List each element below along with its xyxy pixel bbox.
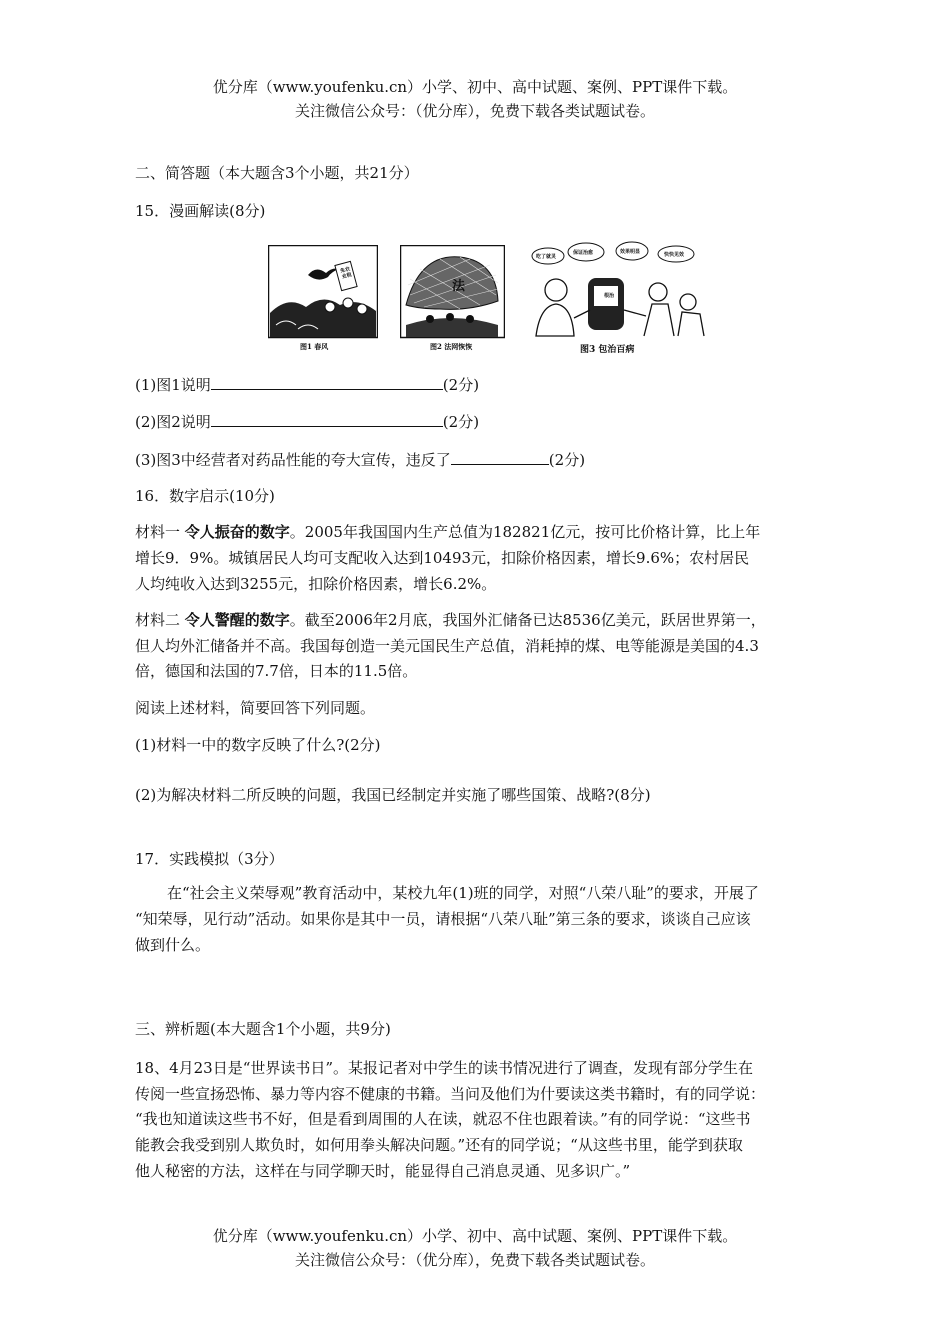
- q15-sub-3-points: (2分): [548, 451, 586, 469]
- q18-line-5: 他人秘密的方法，这样在与同学聊天时，能显得自己消息灵通、见多识广。”: [135, 1162, 631, 1180]
- figure-3-bubble-5: 快快见效: [664, 252, 685, 258]
- cartoon-figure-3: [518, 240, 710, 357]
- q15-sub-1: [135, 374, 479, 395]
- figure-2-net-label: 法: [452, 279, 466, 294]
- q18-line-4: 能教会我受到别人欺负时，如何用拳头解决问题。”还有的同学说；“从这些书里，能学到获取: [135, 1136, 743, 1154]
- legal-net-cartoon-icon: [400, 245, 505, 357]
- q15-sub-2-answer-blank[interactable]: [211, 411, 443, 427]
- q16-instruction: 阅读上述材料，简要回答下列同题。: [135, 699, 376, 717]
- q15-sub-3-prefix: (3)图3中经营者对药品性能的夸大宣传，违反了: [135, 451, 451, 469]
- q15-sub-2-points: (2分): [442, 413, 480, 431]
- q15-sub-1-answer-blank[interactable]: [211, 374, 443, 390]
- q16-sub-2: (2)为解决材料二所反映的问题，我国已经制定并实施了哪些国策、战略?(8分): [135, 786, 651, 804]
- header-line-1: 优分库（www.youfenku.cn）小学、初中、高中试题、案例、PPT课件下载。: [212, 78, 738, 96]
- q16-sub-1: (1)材料一中的数字反映了什么?(2分): [135, 736, 381, 754]
- section-3-title: 三、辨析题(本大题含1个小题，共9分): [135, 1020, 391, 1038]
- q16-material-1-line-2: 增长9．9%。城镇居民人均可支配收入达到10493元，扣除价格因素，增长9.6%；农村居民: [135, 549, 750, 567]
- cartoon-figure-1: [268, 245, 378, 357]
- q17-line-2: “知荣辱，见行动”活动。如果你是其中一员，请根据“八荣八耻”第三条的要求，谈谈自己应该: [135, 910, 751, 928]
- figure-3-bubble-2: 保证治愈: [573, 250, 594, 256]
- figure-3-bubble-1: 吃了就灵: [536, 254, 557, 260]
- figure-2-caption: 图2 法网恢恢: [430, 342, 473, 351]
- cartoon-figure-2: [400, 245, 505, 357]
- q16-material-1-line-3: 人均纯收入达到3255元，扣除价格因素，增长6.2%。: [135, 575, 497, 593]
- section-2-title: 二、简答题（本大题含3个小题，共21分）: [135, 164, 419, 182]
- q15-sub-2: [135, 411, 479, 432]
- q15-sub-1-prefix: (1)图1说明: [135, 376, 211, 394]
- q16-material-1-line-1: [135, 522, 760, 542]
- spring-breeze-cartoon-icon: [268, 245, 378, 357]
- figure-1-sign-text: 免农业税: [339, 266, 353, 281]
- figure-3-caption: 图3 包治百病: [580, 345, 635, 355]
- q18-line-2: 传阅一些宣扬恐怖、暴力等内容不健康的书籍。当问及他们为什要读这类书籍时，有的同学说：: [135, 1085, 766, 1103]
- q15-sub-3-answer-blank[interactable]: [451, 449, 549, 465]
- q18-line-1: 18、4月23日是“世界读书日”。某报记者对中学生的读书情况进行了调查，发现有部分学生在: [135, 1059, 754, 1077]
- q16-title: 16．数字启示(10分): [135, 487, 275, 505]
- q17-line-1: 在“社会主义荣辱观”教育活动中，某校九年(1)班的同学，对照“八荣八耻”的要求，开展了: [167, 884, 759, 902]
- q16-material-2-text: 。截至2006年2月底，我国外汇储备已达8536亿美元，跃居世界第一，: [289, 611, 766, 629]
- q15-sub-3: [135, 449, 585, 470]
- q15-sub-1-points: (2分): [442, 376, 480, 394]
- footer-line-2: 关注微信公众号：（优分库），免费下载各类试题试卷。: [294, 1251, 655, 1269]
- q18-line-3: “我也知道读这些书不好，但是看到周围的人在读，就忍不住也跟着读。”有的同学说：“这些书: [135, 1110, 751, 1128]
- q16-material-2-line-1: [135, 610, 766, 630]
- q16-material-1-heading: 令人振奋的数字: [184, 523, 290, 541]
- q16-material-1-label: 材料一: [135, 523, 185, 541]
- q17-line-3: 做到什么。: [135, 936, 211, 954]
- q16-material-2-line-3: 倍，德国和法国的7.7倍，日本的11.5倍。: [135, 662, 418, 680]
- q16-material-2-label: 材料二: [135, 611, 185, 629]
- figure-1-caption: 图1 春风: [300, 342, 329, 351]
- q16-material-1-text: 。2005年我国国内生产总值为182821亿元，按可比价格计算，比上年: [289, 523, 761, 541]
- q15-title: 15．漫画解读(8分): [135, 202, 266, 220]
- footer-line-1: 优分库（www.youfenku.cn）小学、初中、高中试题、案例、PPT课件下载。: [212, 1227, 738, 1245]
- figure-3-bubble-4: 根治: [604, 293, 615, 299]
- q17-title: 17．实践模拟（3分）: [135, 850, 284, 868]
- header-line-2: 关注微信公众号：（优分库），免费下载各类试题试卷。: [294, 102, 655, 120]
- q15-sub-2-prefix: (2)图2说明: [135, 413, 211, 431]
- q16-material-2-heading: 令人警醒的数字: [184, 611, 290, 629]
- q16-material-2-line-2: 但人均外汇储备并不高。我国每创造一美元国民生产总值，消耗掉的煤、电等能源是美国的4.3: [135, 637, 759, 655]
- figure-3-bubble-3: 效果明显: [620, 249, 641, 255]
